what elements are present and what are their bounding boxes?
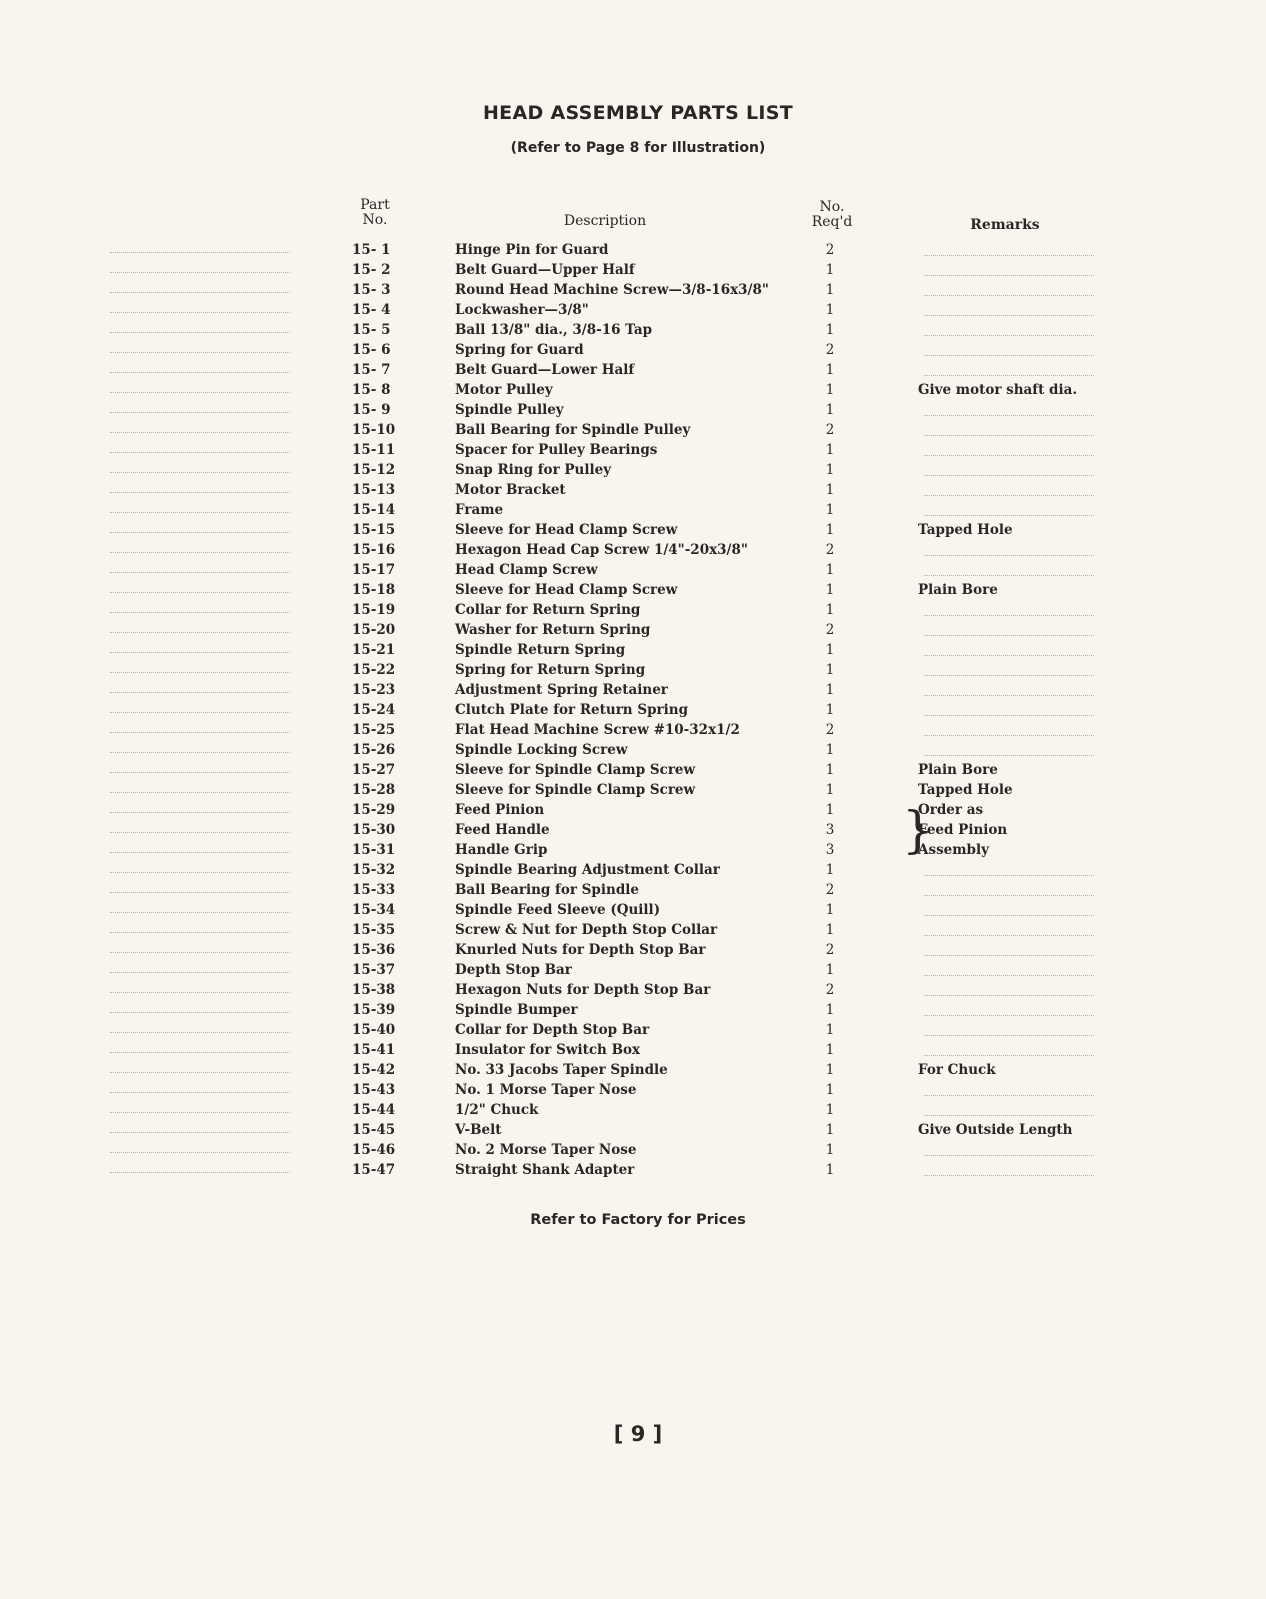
part-remark	[918, 700, 1098, 720]
part-remark	[918, 500, 1098, 520]
part-description: Insulator for Switch Box	[455, 1042, 641, 1058]
table-row	[0, 300, 1266, 320]
quantity-required: 1	[825, 302, 835, 318]
part-description: Sleeve for Head Clamp Screw	[455, 582, 678, 598]
quantity-required: 1	[825, 282, 835, 298]
quantity-required: 1	[825, 902, 835, 918]
part-remark	[918, 460, 1098, 480]
dotted-leader	[110, 272, 290, 273]
table-row	[0, 820, 1266, 840]
table-row	[0, 400, 1266, 420]
table-row	[0, 540, 1266, 560]
header-part-no	[352, 198, 398, 228]
quantity-required: 1	[825, 682, 835, 698]
part-remark: Feed Pinion	[918, 822, 1008, 838]
quantity-required: 1	[825, 702, 835, 718]
part-number: 15- 4	[352, 302, 391, 318]
table-row	[0, 760, 1266, 780]
quantity-required: 1	[825, 1062, 835, 1078]
quantity-required: 1	[825, 1102, 835, 1118]
part-number: 15-25	[352, 722, 396, 738]
header-req-line2: Req'd	[811, 214, 853, 230]
header-part-line2: No.	[362, 212, 388, 228]
quantity-required: 1	[825, 602, 835, 618]
table-row	[0, 480, 1266, 500]
part-number: 15- 3	[352, 282, 391, 298]
part-remark	[918, 740, 1098, 760]
part-number: 15- 8	[352, 382, 391, 398]
part-remark	[918, 920, 1098, 940]
table-row	[0, 600, 1266, 620]
dotted-leader	[110, 792, 290, 793]
quantity-required: 1	[825, 742, 835, 758]
part-number: 15-24	[352, 702, 396, 718]
dotted-leader	[110, 252, 290, 253]
page-title: HEAD ASSEMBLY PARTS LIST	[482, 102, 794, 124]
part-remark	[918, 980, 1098, 1000]
quantity-required: 1	[825, 362, 835, 378]
part-remark	[918, 1040, 1098, 1060]
part-number: 15-17	[352, 562, 396, 578]
part-description: Collar for Return Spring	[455, 602, 641, 618]
dotted-leader	[110, 592, 290, 593]
page-subtitle: (Refer to Page 8 for Illustration)	[510, 140, 766, 156]
table-row	[0, 380, 1266, 400]
dotted-leader	[110, 332, 290, 333]
dotted-leader	[110, 812, 290, 813]
part-number: 15-19	[352, 602, 396, 618]
quantity-required: 1	[825, 642, 835, 658]
table-row	[0, 1120, 1266, 1140]
part-number: 15-10	[352, 422, 396, 438]
part-remark	[918, 1160, 1098, 1180]
table-row	[0, 840, 1266, 860]
part-remark: Plain Bore	[918, 762, 998, 778]
quantity-required: 1	[825, 962, 835, 978]
part-description: Spring for Return Spring	[455, 662, 646, 678]
part-remark	[918, 560, 1098, 580]
table-row	[0, 240, 1266, 260]
part-description: Head Clamp Screw	[455, 562, 598, 578]
dotted-leader	[110, 672, 290, 673]
part-description: Adjustment Spring Retainer	[455, 682, 668, 698]
part-number: 15-41	[352, 1042, 396, 1058]
part-remark	[918, 440, 1098, 460]
quantity-required: 2	[825, 882, 835, 898]
quantity-required: 1	[825, 802, 835, 818]
dotted-leader	[110, 1172, 290, 1173]
part-number: 15-33	[352, 882, 396, 898]
table-row	[0, 800, 1266, 820]
part-description: Spindle Locking Screw	[455, 742, 628, 758]
table-row	[0, 620, 1266, 640]
dotted-leader	[110, 452, 290, 453]
quantity-required: 2	[825, 342, 835, 358]
table-row	[0, 900, 1266, 920]
part-remark	[918, 540, 1098, 560]
quantity-required: 1	[825, 1002, 835, 1018]
part-remark	[918, 300, 1098, 320]
part-description: Straight Shank Adapter	[455, 1162, 635, 1178]
part-description: Snap Ring for Pulley	[455, 462, 612, 478]
dotted-leader	[110, 1112, 290, 1113]
part-remark	[918, 240, 1098, 260]
part-number: 15-40	[352, 1022, 396, 1038]
dotted-leader	[110, 392, 290, 393]
part-description: Spindle Feed Sleeve (Quill)	[455, 902, 661, 918]
part-description: Motor Bracket	[455, 482, 566, 498]
part-description: Sleeve for Head Clamp Screw	[455, 522, 678, 538]
dotted-leader	[110, 1032, 290, 1033]
table-row	[0, 260, 1266, 280]
dotted-leader	[110, 712, 290, 713]
part-description: Belt Guard—Lower Half	[455, 362, 635, 378]
quantity-required: 1	[825, 762, 835, 778]
part-description: Depth Stop Bar	[455, 962, 572, 978]
part-remark	[918, 620, 1098, 640]
header-required	[804, 200, 860, 230]
part-remark	[918, 680, 1098, 700]
part-number: 15-43	[352, 1082, 396, 1098]
part-description: Ball Bearing for Spindle	[455, 882, 639, 898]
part-remark: Give Outside Length	[918, 1122, 1073, 1138]
part-remark: Plain Bore	[918, 582, 998, 598]
part-description: Knurled Nuts for Depth Stop Bar	[455, 942, 706, 958]
part-description: Motor Pulley	[455, 382, 553, 398]
part-description: Collar for Depth Stop Bar	[455, 1022, 650, 1038]
part-remark	[918, 720, 1098, 740]
part-number: 15- 1	[352, 242, 391, 258]
table-row	[0, 700, 1266, 720]
quantity-required: 2	[825, 622, 835, 638]
dotted-leader	[110, 1012, 290, 1013]
part-description: Screw & Nut for Depth Stop Collar	[455, 922, 718, 938]
table-row	[0, 1080, 1266, 1100]
dotted-leader	[110, 652, 290, 653]
dotted-leader	[110, 972, 290, 973]
part-remark: Give motor shaft dia.	[918, 382, 1078, 398]
quantity-required: 1	[825, 382, 835, 398]
part-number: 15-11	[352, 442, 396, 458]
part-remark	[918, 480, 1098, 500]
table-row	[0, 460, 1266, 480]
dotted-leader	[110, 692, 290, 693]
table-row	[0, 720, 1266, 740]
part-description: Spindle Return Spring	[455, 642, 626, 658]
quantity-required: 2	[825, 242, 835, 258]
table-row	[0, 1100, 1266, 1120]
table-row	[0, 640, 1266, 660]
part-description: Clutch Plate for Return Spring	[455, 702, 689, 718]
dotted-leader	[110, 852, 290, 853]
table-row	[0, 340, 1266, 360]
part-number: 15- 2	[352, 262, 391, 278]
part-description: Spindle Bearing Adjustment Collar	[455, 862, 720, 878]
quantity-required: 2	[825, 722, 835, 738]
dotted-leader	[110, 752, 290, 753]
part-description: Sleeve for Spindle Clamp Screw	[455, 782, 696, 798]
quantity-required: 1	[825, 462, 835, 478]
part-description: Spindle Pulley	[455, 402, 564, 418]
quantity-required: 1	[825, 502, 835, 518]
part-number: 15-36	[352, 942, 396, 958]
part-number: 15-28	[352, 782, 396, 798]
part-number: 15-15	[352, 522, 396, 538]
part-number: 15-26	[352, 742, 396, 758]
quantity-required: 1	[825, 442, 835, 458]
part-number: 15-34	[352, 902, 396, 918]
part-description: Frame	[455, 502, 504, 518]
part-remark	[918, 260, 1098, 280]
quantity-required: 1	[825, 1082, 835, 1098]
part-number: 15-20	[352, 622, 396, 638]
part-description: Feed Pinion	[455, 802, 545, 818]
part-description: No. 1 Morse Taper Nose	[455, 1082, 637, 1098]
part-number: 15-21	[352, 642, 396, 658]
remark-brace: }	[902, 801, 934, 859]
part-number: 15- 6	[352, 342, 391, 358]
table-row	[0, 500, 1266, 520]
part-remark	[918, 1140, 1098, 1160]
table-row	[0, 560, 1266, 580]
table-row	[0, 1000, 1266, 1020]
quantity-required: 2	[825, 942, 835, 958]
dotted-leader	[110, 292, 290, 293]
part-description: V-Belt	[455, 1122, 502, 1138]
part-number: 15-45	[352, 1122, 396, 1138]
dotted-leader	[110, 312, 290, 313]
part-remark	[918, 1080, 1098, 1100]
header-remarks: Remarks	[970, 217, 1040, 233]
part-number: 15-35	[352, 922, 396, 938]
quantity-required: 1	[825, 1022, 835, 1038]
dotted-leader	[110, 1132, 290, 1133]
part-description: 1/2" Chuck	[455, 1102, 539, 1118]
part-remark	[918, 1020, 1098, 1040]
part-remark	[918, 1000, 1098, 1020]
part-description: Handle Grip	[455, 842, 548, 858]
part-description: Ball 13/8" dia., 3/8-16 Tap	[455, 322, 653, 338]
part-remark	[918, 860, 1098, 880]
part-number: 15-42	[352, 1062, 396, 1078]
footer-note: Refer to Factory for Prices	[530, 1212, 746, 1228]
quantity-required: 1	[825, 522, 835, 538]
part-remark	[918, 400, 1098, 420]
header-part-line1: Part	[360, 197, 390, 213]
table-row	[0, 520, 1266, 540]
part-description: Washer for Return Spring	[455, 622, 651, 638]
part-number: 15- 7	[352, 362, 391, 378]
dotted-leader	[110, 572, 290, 573]
dotted-leader	[110, 492, 290, 493]
part-remark: Assembly	[918, 842, 989, 858]
quantity-required: 1	[825, 782, 835, 798]
part-number: 15-22	[352, 662, 396, 678]
part-remark	[918, 940, 1098, 960]
part-number: 15-14	[352, 502, 396, 518]
dotted-leader	[110, 512, 290, 513]
part-remark: Tapped Hole	[918, 522, 1013, 538]
part-remark	[918, 280, 1098, 300]
quantity-required: 1	[825, 1162, 835, 1178]
dotted-leader	[110, 612, 290, 613]
quantity-required: 2	[825, 542, 835, 558]
quantity-required: 1	[825, 1122, 835, 1138]
part-description: Spring for Guard	[455, 342, 584, 358]
quantity-required: 3	[825, 842, 835, 858]
table-row	[0, 360, 1266, 380]
part-number: 15-16	[352, 542, 396, 558]
part-remark	[918, 660, 1098, 680]
dotted-leader	[110, 1052, 290, 1053]
table-row	[0, 780, 1266, 800]
quantity-required: 2	[825, 422, 835, 438]
quantity-required: 1	[825, 862, 835, 878]
table-row	[0, 880, 1266, 900]
table-row	[0, 680, 1266, 700]
dotted-leader	[110, 1072, 290, 1073]
part-number: 15-30	[352, 822, 396, 838]
table-row	[0, 420, 1266, 440]
dotted-leader	[110, 872, 290, 873]
part-remark	[918, 1100, 1098, 1120]
part-remark	[918, 960, 1098, 980]
table-row	[0, 1040, 1266, 1060]
part-remark: Tapped Hole	[918, 782, 1013, 798]
part-number: 15-18	[352, 582, 396, 598]
dotted-leader	[110, 932, 290, 933]
table-row	[0, 440, 1266, 460]
parts-table	[0, 240, 1266, 1180]
part-remark	[918, 880, 1098, 900]
part-remark	[918, 600, 1098, 620]
page-number: [ 9 ]	[613, 1422, 663, 1446]
part-number: 15-32	[352, 862, 396, 878]
part-number: 15-23	[352, 682, 396, 698]
quantity-required: 1	[825, 1042, 835, 1058]
quantity-required: 1	[825, 922, 835, 938]
dotted-leader	[110, 732, 290, 733]
quantity-required: 1	[825, 482, 835, 498]
part-number: 15-27	[352, 762, 396, 778]
header-description: Description	[563, 213, 647, 229]
part-description: No. 33 Jacobs Taper Spindle	[455, 1062, 668, 1078]
quantity-required: 1	[825, 402, 835, 418]
part-remark	[918, 420, 1098, 440]
part-description: No. 2 Morse Taper Nose	[455, 1142, 637, 1158]
quantity-required: 1	[825, 582, 835, 598]
dotted-leader	[110, 772, 290, 773]
part-remark	[918, 640, 1098, 660]
part-description: Round Head Machine Screw—3/8-16x3/8"	[455, 282, 769, 298]
part-number: 15-29	[352, 802, 396, 818]
part-description: Flat Head Machine Screw #10-32x1/2	[455, 722, 740, 738]
quantity-required: 1	[825, 262, 835, 278]
table-row	[0, 860, 1266, 880]
part-description: Hexagon Nuts for Depth Stop Bar	[455, 982, 711, 998]
dotted-leader	[110, 952, 290, 953]
part-number: 15-12	[352, 462, 396, 478]
part-number: 15-47	[352, 1162, 396, 1178]
header-req-line1: No.	[819, 199, 845, 215]
part-description: Ball Bearing for Spindle Pulley	[455, 422, 691, 438]
table-row	[0, 1160, 1266, 1180]
part-number: 15-44	[352, 1102, 396, 1118]
part-description: Belt Guard—Upper Half	[455, 262, 635, 278]
quantity-required: 3	[825, 822, 835, 838]
part-remark	[918, 340, 1098, 360]
dotted-leader	[110, 472, 290, 473]
dotted-leader	[110, 352, 290, 353]
table-row	[0, 660, 1266, 680]
part-remark: For Chuck	[918, 1062, 996, 1078]
dotted-leader	[110, 432, 290, 433]
dotted-leader	[110, 632, 290, 633]
part-number: 15-31	[352, 842, 396, 858]
part-description: Feed Handle	[455, 822, 550, 838]
table-row	[0, 320, 1266, 340]
quantity-required: 1	[825, 662, 835, 678]
part-remark	[918, 900, 1098, 920]
table-row	[0, 980, 1266, 1000]
dotted-leader	[110, 912, 290, 913]
dotted-leader	[110, 832, 290, 833]
quantity-required: 1	[825, 562, 835, 578]
table-row	[0, 580, 1266, 600]
part-description: Lockwasher—3/8"	[455, 302, 589, 318]
table-row	[0, 1020, 1266, 1040]
part-number: 15-46	[352, 1142, 396, 1158]
part-remark	[918, 320, 1098, 340]
part-remark	[918, 360, 1098, 380]
table-row	[0, 1140, 1266, 1160]
dotted-leader	[110, 1092, 290, 1093]
table-row	[0, 1060, 1266, 1080]
table-row	[0, 740, 1266, 760]
table-row	[0, 920, 1266, 940]
dotted-leader	[110, 532, 290, 533]
dotted-leader	[110, 1152, 290, 1153]
dotted-leader	[110, 892, 290, 893]
part-description: Spindle Bumper	[455, 1002, 578, 1018]
part-description: Sleeve for Spindle Clamp Screw	[455, 762, 696, 778]
quantity-required: 1	[825, 1142, 835, 1158]
dotted-leader	[110, 992, 290, 993]
table-row	[0, 940, 1266, 960]
part-number: 15-37	[352, 962, 396, 978]
dotted-leader	[110, 552, 290, 553]
quantity-required: 2	[825, 982, 835, 998]
dotted-leader	[110, 372, 290, 373]
table-row	[0, 280, 1266, 300]
part-number: 15-38	[352, 982, 396, 998]
part-number: 15-13	[352, 482, 396, 498]
quantity-required: 1	[825, 322, 835, 338]
part-number: 15- 9	[352, 402, 391, 418]
part-description: Hinge Pin for Guard	[455, 242, 609, 258]
part-description: Hexagon Head Cap Screw 1/4"-20x3/8"	[455, 542, 748, 558]
part-number: 15- 5	[352, 322, 391, 338]
table-row	[0, 960, 1266, 980]
part-number: 15-39	[352, 1002, 396, 1018]
part-description: Spacer for Pulley Bearings	[455, 442, 658, 458]
part-remark: Order as	[918, 802, 984, 818]
dotted-leader	[110, 412, 290, 413]
